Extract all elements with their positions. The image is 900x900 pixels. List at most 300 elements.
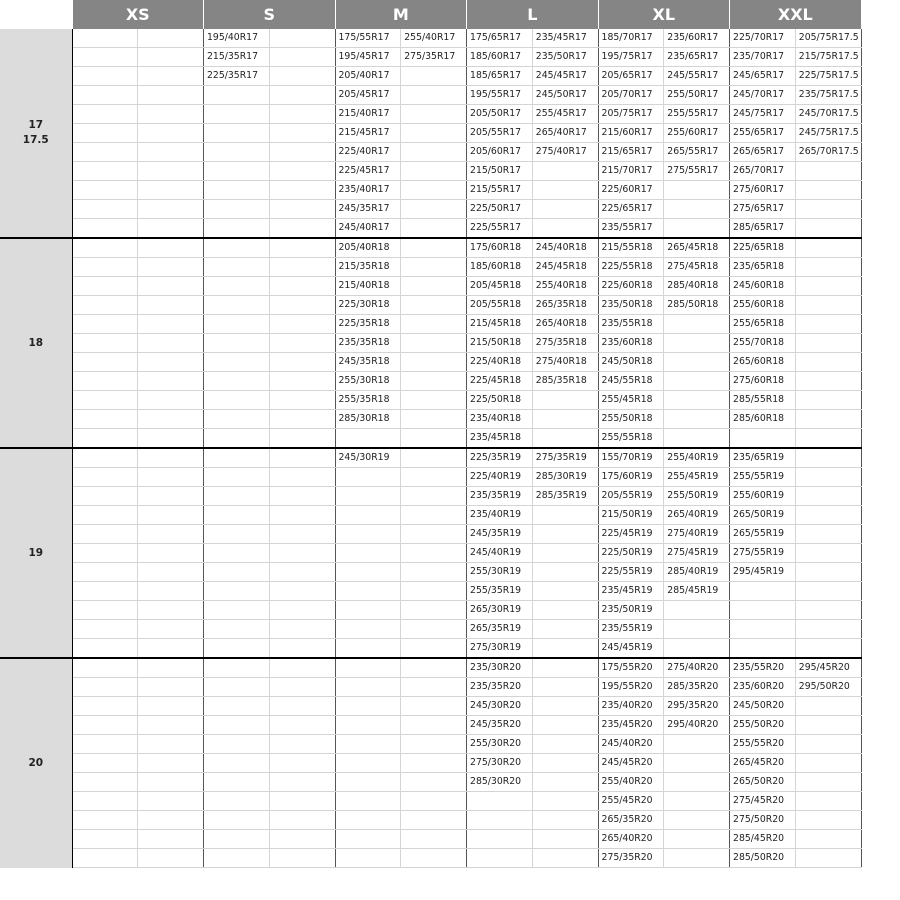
tire-size-cell: 265/35R20 [598, 811, 664, 830]
tire-size-cell [72, 487, 138, 506]
tire-size-cell [795, 296, 861, 315]
tire-size-cell: 205/40R18 [335, 238, 401, 258]
table-row [0, 238, 861, 258]
tire-size-cell: 245/30R19 [335, 448, 401, 468]
tire-size-cell [72, 277, 138, 296]
tire-size-cell [204, 849, 270, 868]
tire-size-cell: 285/50R20 [730, 849, 796, 868]
tire-size-cell [269, 849, 335, 868]
tire-size-cell [664, 773, 730, 792]
tire-size-cell [204, 448, 270, 468]
tire-size-cell [72, 86, 138, 105]
tire-size-cell: 225/35R19 [467, 448, 533, 468]
tire-size-cell: 225/65R18 [730, 238, 796, 258]
tire-size-cell: 245/60R18 [730, 277, 796, 296]
tire-size-cell: 275/40R18 [532, 353, 598, 372]
tire-size-cell [204, 525, 270, 544]
tire-size-cell [401, 105, 467, 124]
tire-size-cell [204, 830, 270, 849]
tire-size-cell: 285/40R18 [664, 277, 730, 296]
tire-size-cell: 235/70R17 [730, 48, 796, 67]
tire-size-cell [335, 487, 401, 506]
tire-size-cell: 265/50R20 [730, 773, 796, 792]
tire-size-cell [204, 658, 270, 678]
tire-size-cell [532, 735, 598, 754]
tire-size-cell: 235/60R20 [730, 678, 796, 697]
tire-size-cell: 275/65R17 [730, 200, 796, 219]
tire-size-cell [730, 429, 796, 449]
tire-size-cell [795, 563, 861, 582]
tire-size-cell [401, 429, 467, 449]
tire-size-cell [335, 678, 401, 697]
table-row [0, 410, 861, 429]
tire-size-cell: 185/60R18 [467, 258, 533, 277]
tire-size-cell: 275/30R19 [467, 639, 533, 659]
tire-size-cell [72, 238, 138, 258]
tire-size-cell: 225/45R19 [598, 525, 664, 544]
tire-size-cell: 215/55R18 [598, 238, 664, 258]
tire-size-cell: 265/45R18 [664, 238, 730, 258]
tire-size-cell [72, 735, 138, 754]
tire-size-cell: 285/35R19 [532, 487, 598, 506]
tire-size-cell [795, 277, 861, 296]
tire-size-cell: 255/45R20 [598, 792, 664, 811]
tire-size-cell [401, 67, 467, 86]
tire-size-cell [72, 410, 138, 429]
tire-size-cell: 255/55R18 [598, 429, 664, 449]
tire-size-cell [532, 544, 598, 563]
tire-size-cell [664, 639, 730, 659]
tire-size-cell [335, 773, 401, 792]
tire-size-cell: 225/55R19 [598, 563, 664, 582]
tire-size-cell: 245/40R17 [335, 219, 401, 239]
tire-size-cell: 255/30R19 [467, 563, 533, 582]
tire-size-cell [795, 773, 861, 792]
tire-size-cell: 245/70R17 [730, 86, 796, 105]
table-row [0, 277, 861, 296]
tire-size-cell: 215/50R17 [467, 162, 533, 181]
tire-size-cell [204, 487, 270, 506]
tire-size-cell [72, 830, 138, 849]
tire-size-cell [269, 105, 335, 124]
table-row [0, 563, 861, 582]
tire-size-cell [138, 258, 204, 277]
tire-size-cell [795, 811, 861, 830]
tire-size-cell: 235/55R18 [598, 315, 664, 334]
tire-size-cell [204, 639, 270, 659]
tire-size-cell [204, 296, 270, 315]
tire-size-cell [401, 544, 467, 563]
tire-size-cell [269, 754, 335, 773]
tire-size-cell: 235/35R18 [335, 334, 401, 353]
tire-size-cell [401, 487, 467, 506]
tire-size-cell [795, 410, 861, 429]
tire-size-cell: 275/40R20 [664, 658, 730, 678]
tire-size-cell: 285/65R17 [730, 219, 796, 239]
tire-size-cell: 245/35R17 [335, 200, 401, 219]
tire-size-cell [204, 697, 270, 716]
rim-size-text: 20 [28, 756, 44, 769]
header-row [0, 0, 861, 29]
tire-size-cell: 195/40R17 [204, 29, 270, 48]
tire-size-cell [72, 582, 138, 601]
tire-size-cell [72, 296, 138, 315]
tire-size-cell: 215/45R17 [335, 124, 401, 143]
tire-size-cell [335, 468, 401, 487]
tire-size-cell: 175/55R20 [598, 658, 664, 678]
tire-size-cell [72, 105, 138, 124]
rim-size-label [0, 448, 72, 658]
tire-size-cell: 205/60R17 [467, 143, 533, 162]
tire-size-cell [72, 506, 138, 525]
tire-size-cell [269, 468, 335, 487]
tire-size-cell: 215/45R18 [467, 315, 533, 334]
tire-size-cell [72, 811, 138, 830]
rim-size-label [0, 658, 72, 868]
tire-size-cell: 225/50R17 [467, 200, 533, 219]
tire-size-cell [204, 544, 270, 563]
tire-size-cell: 195/75R17 [598, 48, 664, 67]
tire-size-cell: 255/50R17 [664, 86, 730, 105]
tire-size-cell [401, 849, 467, 868]
tire-size-cell: 255/45R17 [532, 105, 598, 124]
tire-size-cell [138, 238, 204, 258]
tire-size-cell: 205/45R17 [335, 86, 401, 105]
tire-size-cell [72, 697, 138, 716]
tire-size-cell [335, 506, 401, 525]
tire-size-cell [204, 143, 270, 162]
tire-size-cell: 265/60R18 [730, 353, 796, 372]
tire-size-cell [204, 716, 270, 735]
tire-size-cell [335, 754, 401, 773]
tire-size-cell [138, 697, 204, 716]
tire-size-cell: 225/50R19 [598, 544, 664, 563]
table-row [0, 448, 861, 468]
tire-size-cell [269, 86, 335, 105]
tire-size-cell [138, 849, 204, 868]
table-row [0, 391, 861, 410]
tire-size-cell: 295/45R20 [795, 658, 861, 678]
tire-size-cell: 275/40R17 [532, 143, 598, 162]
tire-size-cell [401, 296, 467, 315]
tire-size-cell: 205/55R19 [598, 487, 664, 506]
tire-size-cell [335, 639, 401, 659]
table-row [0, 429, 861, 449]
tire-size-cell: 215/50R18 [467, 334, 533, 353]
tire-size-cell: 245/75R17 [730, 105, 796, 124]
tire-size-cell: 235/40R19 [467, 506, 533, 525]
tire-size-cell: 235/45R20 [598, 716, 664, 735]
tire-size-cell [72, 48, 138, 67]
table-row [0, 792, 861, 811]
tire-size-cell [401, 200, 467, 219]
tire-size-cell: 275/60R18 [730, 372, 796, 391]
tire-size-cell: 255/55R19 [730, 468, 796, 487]
tire-size-cell [401, 468, 467, 487]
tire-size-cell: 175/60R19 [598, 468, 664, 487]
tire-size-cell [401, 238, 467, 258]
tire-size-cell [269, 487, 335, 506]
tire-size-cell: 235/75R17.5 [795, 86, 861, 105]
table-row [0, 48, 861, 67]
tire-size-cell: 285/35R20 [664, 678, 730, 697]
tire-size-cell: 245/75R17.5 [795, 124, 861, 143]
tire-size-cell [138, 830, 204, 849]
tire-size-cell [664, 315, 730, 334]
tire-size-cell [72, 162, 138, 181]
table-row [0, 849, 861, 868]
tire-size-cell: 235/50R18 [598, 296, 664, 315]
table-row [0, 258, 861, 277]
tire-size-cell: 235/50R17 [532, 48, 598, 67]
tire-size-cell: 275/35R20 [598, 849, 664, 868]
tire-size-cell [269, 181, 335, 200]
tire-size-cell: 265/35R18 [532, 296, 598, 315]
tire-size-cell [269, 238, 335, 258]
tire-size-cell [795, 716, 861, 735]
tire-size-cell: 185/70R17 [598, 29, 664, 48]
tire-size-cell [664, 811, 730, 830]
header-s: S [204, 0, 336, 29]
tire-size-cell [204, 468, 270, 487]
tire-size-cell: 295/40R20 [664, 716, 730, 735]
tire-size-cell: 255/50R20 [730, 716, 796, 735]
table-row [0, 754, 861, 773]
tire-size-cell [138, 124, 204, 143]
tire-size-cell [269, 582, 335, 601]
tire-size-cell: 175/55R17 [335, 29, 401, 48]
tire-size-cell [401, 582, 467, 601]
tire-size-cell: 285/30R18 [335, 410, 401, 429]
table-row [0, 468, 861, 487]
tire-size-cell: 195/55R17 [467, 86, 533, 105]
tire-size-cell: 205/55R17 [467, 124, 533, 143]
tire-size-cell [204, 735, 270, 754]
tire-size-cell [138, 391, 204, 410]
tire-size-cell: 215/60R17 [598, 124, 664, 143]
tire-size-cell: 265/40R17 [532, 124, 598, 143]
tire-size-cell [269, 315, 335, 334]
tire-size-cell [795, 582, 861, 601]
tire-size-cell [401, 620, 467, 639]
table-row [0, 105, 861, 124]
table-row [0, 353, 861, 372]
tire-size-cell [72, 639, 138, 659]
tire-size-cell [72, 29, 138, 48]
tire-size-cell [204, 124, 270, 143]
tire-size-cell [72, 67, 138, 86]
tire-size-cell [204, 410, 270, 429]
tire-size-cell: 235/65R17 [664, 48, 730, 67]
tire-size-cell [269, 563, 335, 582]
tire-size-cell [72, 200, 138, 219]
tire-size-cell [204, 238, 270, 258]
tire-size-cell: 225/75R17.5 [795, 67, 861, 86]
tire-size-cell: 245/70R17.5 [795, 105, 861, 124]
tire-size-cell: 235/55R19 [598, 620, 664, 639]
tire-size-cell [532, 811, 598, 830]
tire-size-cell [72, 219, 138, 239]
tire-size-cell: 255/60R19 [730, 487, 796, 506]
table-row [0, 296, 861, 315]
tire-size-cell [269, 162, 335, 181]
table-row [0, 334, 861, 353]
tire-size-cell [532, 773, 598, 792]
tire-size-cell [401, 506, 467, 525]
tire-size-cell [269, 773, 335, 792]
tire-size-cell: 255/40R20 [598, 773, 664, 792]
tire-size-cell: 205/65R17 [598, 67, 664, 86]
header-xl: XL [598, 0, 730, 29]
tire-size-cell [335, 429, 401, 449]
tire-size-cell [204, 429, 270, 449]
tire-size-cell: 215/55R17 [467, 181, 533, 200]
tire-size-cell [138, 754, 204, 773]
tire-size-cell [532, 849, 598, 868]
header-m: M [335, 0, 467, 29]
tire-size-cell [401, 697, 467, 716]
tire-size-cell [401, 563, 467, 582]
tire-size-cell [204, 258, 270, 277]
tire-size-cell: 245/40R20 [598, 735, 664, 754]
tire-size-cell: 255/40R19 [664, 448, 730, 468]
tire-size-cell: 265/55R17 [664, 143, 730, 162]
table-row [0, 716, 861, 735]
table-row [0, 773, 861, 792]
tire-size-cell: 275/30R20 [467, 754, 533, 773]
tire-size-cell: 275/35R17 [401, 48, 467, 67]
tire-size-cell: 245/45R18 [532, 258, 598, 277]
tire-size-cell: 275/35R18 [532, 334, 598, 353]
tire-size-cell [795, 506, 861, 525]
header-xs: XS [72, 0, 204, 29]
tire-size-cell [204, 811, 270, 830]
tire-size-cell [795, 849, 861, 868]
tire-size-cell [401, 353, 467, 372]
tire-size-cell: 225/40R17 [335, 143, 401, 162]
tire-size-cell [269, 429, 335, 449]
table-row [0, 601, 861, 620]
tire-size-cell [138, 105, 204, 124]
tire-size-cell [532, 620, 598, 639]
tire-size-cell [335, 525, 401, 544]
tire-size-cell [204, 678, 270, 697]
tire-size-cell [269, 258, 335, 277]
tire-size-cell [138, 563, 204, 582]
tire-size-cell: 295/45R19 [730, 563, 796, 582]
tire-size-cell [335, 811, 401, 830]
tire-size-cell: 205/75R17.5 [795, 29, 861, 48]
tire-size-cell [269, 678, 335, 697]
tire-size-cell [269, 48, 335, 67]
tire-size-cell [138, 792, 204, 811]
tire-size-cell: 245/55R18 [598, 372, 664, 391]
rim-size-text: 17.5 [22, 134, 49, 146]
table-row [0, 143, 861, 162]
tire-size-cell [335, 620, 401, 639]
tire-size-cell [72, 525, 138, 544]
tire-size-cell [204, 372, 270, 391]
tire-size-cell: 245/45R19 [598, 639, 664, 659]
tire-size-cell: 275/40R19 [664, 525, 730, 544]
tire-size-cell [269, 410, 335, 429]
tire-size-cell [664, 410, 730, 429]
tire-size-cell: 265/35R19 [467, 620, 533, 639]
tire-size-cell [72, 181, 138, 200]
tire-size-cell [138, 143, 204, 162]
tire-size-cell: 245/45R20 [598, 754, 664, 773]
table-row [0, 544, 861, 563]
tire-size-cell [204, 601, 270, 620]
tire-size-cell [795, 162, 861, 181]
tire-size-cell [401, 334, 467, 353]
tire-size-cell [401, 277, 467, 296]
tire-size-cell [72, 754, 138, 773]
tire-size-cell: 225/55R17 [467, 219, 533, 239]
tire-size-cell: 185/60R17 [467, 48, 533, 67]
tire-size-cell: 225/60R18 [598, 277, 664, 296]
tire-size-cell [72, 601, 138, 620]
tire-size-cell: 255/30R20 [467, 735, 533, 754]
tire-size-cell [269, 811, 335, 830]
tire-size-cell [138, 29, 204, 48]
tire-size-cell: 285/50R18 [664, 296, 730, 315]
tire-size-cell [795, 429, 861, 449]
table-row [0, 29, 861, 48]
tire-size-cell: 265/30R19 [467, 601, 533, 620]
tire-size-cell [138, 716, 204, 735]
tire-size-cell [795, 334, 861, 353]
tire-size-cell: 225/35R18 [335, 315, 401, 334]
tire-size-cell [532, 563, 598, 582]
tire-size-cell [204, 582, 270, 601]
tire-size-cell [335, 582, 401, 601]
tire-size-cell: 285/35R18 [532, 372, 598, 391]
tire-size-cell [401, 315, 467, 334]
tire-size-cell: 265/45R20 [730, 754, 796, 773]
tire-size-cell [795, 219, 861, 239]
tire-size-cell: 265/40R20 [598, 830, 664, 849]
table-row [0, 124, 861, 143]
tire-size-cell: 195/55R20 [598, 678, 664, 697]
tire-size-cell [795, 200, 861, 219]
tire-size-cell [795, 792, 861, 811]
tire-size-cell [532, 429, 598, 449]
tire-size-cell [664, 754, 730, 773]
tire-size-cell [335, 735, 401, 754]
tire-size-cell [401, 372, 467, 391]
tire-size-cell [72, 315, 138, 334]
tire-size-cell [730, 620, 796, 639]
tire-size-cell [269, 697, 335, 716]
tire-size-cell [335, 830, 401, 849]
tire-size-cell: 295/50R20 [795, 678, 861, 697]
tire-size-cell [532, 506, 598, 525]
tire-size-cell [730, 601, 796, 620]
tire-size-cell [335, 849, 401, 868]
tire-size-cell [401, 678, 467, 697]
tire-size-cell [138, 811, 204, 830]
tire-size-cell [138, 200, 204, 219]
tire-size-cell: 275/45R18 [664, 258, 730, 277]
tire-size-cell [138, 296, 204, 315]
tire-size-cell [532, 582, 598, 601]
rim-size-text: 17 [28, 119, 44, 131]
tire-size-cell [269, 219, 335, 239]
table-row [0, 582, 861, 601]
tire-size-cell: 285/55R18 [730, 391, 796, 410]
rim-size-text: 19 [28, 546, 44, 559]
